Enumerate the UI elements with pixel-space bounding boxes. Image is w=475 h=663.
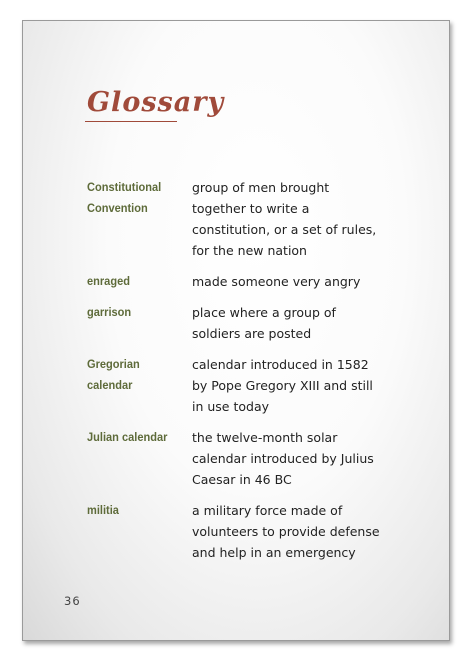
glossary-definition: made someone very angry (192, 274, 361, 289)
glossary-definition: a military force made of volunteers to provide defense and help in an emergency (192, 503, 380, 560)
glossary-term: enraged (87, 274, 130, 288)
glossary-entry (87, 427, 397, 490)
page-number: 36 (64, 594, 81, 608)
glossary-definition: calendar introduced in 1582 by Pope Gregory XIII and still in use today (192, 357, 373, 414)
glossary-definition: place where a group of soldiers are posted (192, 305, 336, 341)
glossary-term: Gregorian calendar (87, 357, 140, 392)
glossary-term: Julian calendar (87, 430, 168, 444)
page-title: Glossary (87, 87, 225, 118)
glossary-entry (87, 302, 397, 344)
glossary-definition: group of men brought together to write a constitution, or a set of rules, for the new nation (192, 180, 377, 258)
glossary-term: militia (87, 503, 119, 517)
glossary-term: garrison (87, 305, 132, 319)
glossary-definition: the twelve-month solar calendar introduced by Julius Caesar in 46 BC (192, 430, 374, 487)
title-underline (85, 121, 177, 122)
glossary-entry (87, 354, 397, 417)
glossary-entry (87, 500, 397, 563)
glossary-entry (87, 177, 397, 261)
book-page (22, 20, 450, 641)
glossary-term: Constitutional Convention (87, 180, 162, 215)
glossary-list (87, 177, 397, 573)
glossary-entry (87, 271, 397, 292)
